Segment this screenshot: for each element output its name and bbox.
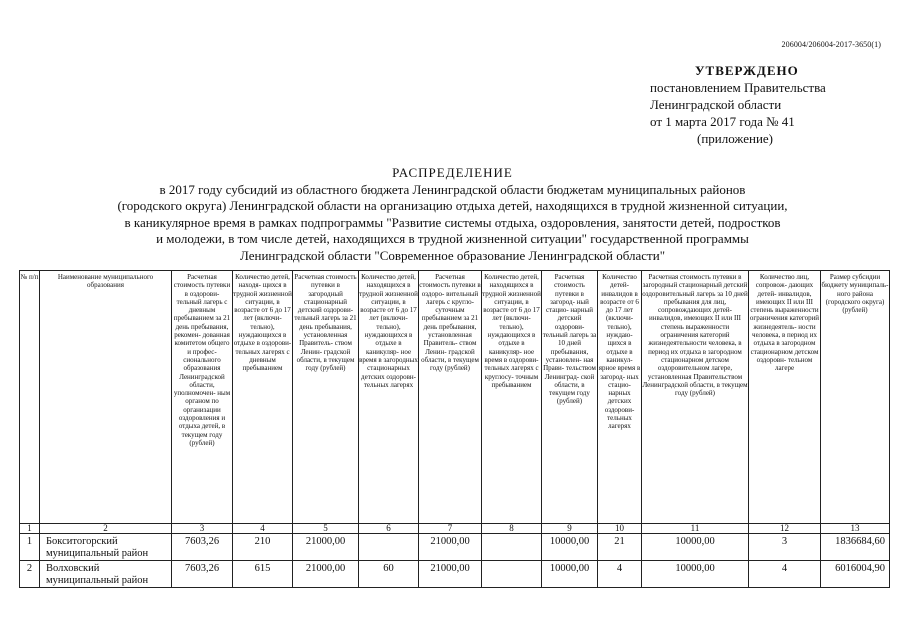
column-header: Количество детей, находящихся в трудной жизненной ситуации, в возрасте от 6 до 17 лет (включи- тельно), нуждающихся в отдыхе в каникуляр- ное время в оздорови- тельных лагерях с круглосу- точным пребыванием — [482, 271, 542, 524]
column-number: 11 — [642, 524, 749, 534]
column-number: 1 — [20, 524, 40, 534]
column-number: 8 — [482, 524, 542, 534]
municipality-name: Волховский муниципальный район — [40, 561, 172, 588]
table-cell: 210 — [233, 534, 293, 561]
column-number: 9 — [542, 524, 598, 534]
table-cell: 7603,26 — [172, 534, 233, 561]
column-number: 6 — [359, 524, 419, 534]
column-number: 4 — [233, 524, 293, 534]
approval-line: от 1 марта 2017 года № 41 — [650, 114, 795, 129]
table-cell: 21 — [598, 534, 642, 561]
table-cell: 615 — [233, 561, 293, 588]
table-cell: 60 — [359, 561, 419, 588]
column-header: № п/п — [20, 271, 40, 524]
heading-line: в каникулярное время в рамках подпрограммы "Развитие системы отдыха, оздоровления, занятости детей, подростков — [124, 214, 781, 230]
distribution-table — [19, 270, 890, 588]
column-header: Расчетная стоимость путевки в загородный стационарный детский оздорови- тельный лагерь за 21 день пребывания, установленная Правитель- ством Ленин- градской области, в текущем году (рублей) — [293, 271, 359, 524]
column-number: 3 — [172, 524, 233, 534]
column-number-row — [20, 524, 890, 534]
heading-line: (городского округа) Ленинградской области на организацию отдыха детей, находящихся в трудной жизненной ситуации, — [117, 198, 788, 213]
approval-block — [650, 62, 890, 147]
table-row — [20, 534, 890, 561]
document-heading — [0, 165, 905, 264]
column-header: Расчетная стоимость путевки в оздоро- вительный лагерь с кругло- суточным пребыванием за 21 день пребывания, установленная Правитель- ством Ленин- градской области, в текущем году (рублей) — [419, 271, 482, 524]
table-cell: 21000,00 — [293, 561, 359, 588]
table-cell: 10000,00 — [542, 561, 598, 588]
table-header-row — [20, 271, 890, 524]
subsidy-amount: 1836684,60 — [821, 534, 890, 561]
heading-title: РАСПРЕДЕЛЕНИЕ — [392, 165, 513, 180]
table-cell: 10000,00 — [542, 534, 598, 561]
column-number: 12 — [749, 524, 821, 534]
column-header: Количество детей, находящихся в трудной жизненной ситуации, в возрасте от 6 до 17 лет (включи- тельно), нуждающихся в отдыхе в каникуляр- ное время в загородных стационарных детских оздоровн- тельных лагерях — [359, 271, 419, 524]
table-cell — [482, 534, 542, 561]
column-header: Наименование муниципального образования — [40, 271, 172, 524]
row-number: 1 — [20, 534, 40, 561]
column-header: Количество детей- инвалидов в возрасте от 6 до 17 лет (включи- тельно), нуждаю- щихся в отдыхе в каникул- ярное время в загород- ных стацио- нарных детских оздорови- тельных лагерях — [598, 271, 642, 524]
table-cell: 21000,00 — [419, 561, 482, 588]
column-number: 10 — [598, 524, 642, 534]
table-cell: 21000,00 — [419, 534, 482, 561]
row-number: 2 — [20, 561, 40, 588]
column-header: Расчетная стоимость путевки в загород- ный стацио- нарный детский оздорови- тельный лагерь за 10 дней пребывания, установлен- ная Прави- тельством Ленинград- ской области, в текущем году (рублей) — [542, 271, 598, 524]
approval-appendix: (приложение) — [697, 131, 774, 146]
table-cell: 21000,00 — [293, 534, 359, 561]
column-header: Расчетная стоимость путевки в загородный стационарный детский оздоровительный лагерь за 10 дней пребывания для лиц, сопровождающих детей-инвалидов, имеющих II или III степень выраженности ограничения категорий жизнедеятельности человека, в период их отдыха в загородном стационарном детском оздоровительном лагере, установленная Правительством Ленинградской области, в текущем году (рублей) — [642, 271, 749, 524]
subsidy-amount: 6016004,90 — [821, 561, 890, 588]
table-cell: 4 — [598, 561, 642, 588]
heading-line: в 2017 году субсидий из областного бюджета Ленинградской области бюджетам муниципальных районов — [159, 181, 746, 197]
column-number: 13 — [821, 524, 890, 534]
table-cell: 10000,00 — [642, 561, 749, 588]
column-header: Количество детей, находя- щихся в трудной жизненной ситуации, в возрасте от 6 до 17 лет (включи- тельно), нуждающихся в отдыхе в оздорови- тельных лагерях с дневным пребыванием — [233, 271, 293, 524]
heading-line: и молодежи, в том числе детей, находящихся в трудной жизненной ситуации" государственной программы — [156, 231, 749, 246]
column-header: Расчетная стоимость путевки в оздорови- тельный лагерь с дневным пребыванием за 21 день пребывания, рекомен- дованная комитетом общего и профес- сионального образования Ленинградской области, уполномочен- ным органом по организации оздоровления и отдыха детей, в текущем году (рублей) — [172, 271, 233, 524]
approval-line: постановлением Правительства — [650, 80, 826, 95]
column-header: Размер субсидии бюджету муниципаль- ного района (городского округа) (рублей) — [821, 271, 890, 524]
column-number: 7 — [419, 524, 482, 534]
table-cell: 7603,26 — [172, 561, 233, 588]
table-cell — [359, 534, 419, 561]
table-cell: 4 — [749, 561, 821, 588]
document-id: 206004/206004-2017-3650(1) — [781, 40, 881, 49]
municipality-name: Бокситогорский муниципальный район — [40, 534, 172, 561]
table-cell: 3 — [749, 534, 821, 561]
table-row — [20, 561, 890, 588]
column-number: 5 — [293, 524, 359, 534]
column-number: 2 — [40, 524, 172, 534]
approval-line: Ленинградской области — [650, 97, 782, 112]
heading-line: Ленинградской области "Современное образование Ленинградской области" — [240, 247, 665, 263]
table-cell: 10000,00 — [642, 534, 749, 561]
approval-title: УТВЕРЖДЕНО — [695, 63, 799, 78]
table-cell — [482, 561, 542, 588]
column-header: Количество лиц, сопровож- дающих детей- инвалидов, имеющих II или III степень выраженности ограничения категорий жизнедеятель- ности человека, в период их отдыха в загородном стационарном детском оздоровн- тельном лагере — [749, 271, 821, 524]
